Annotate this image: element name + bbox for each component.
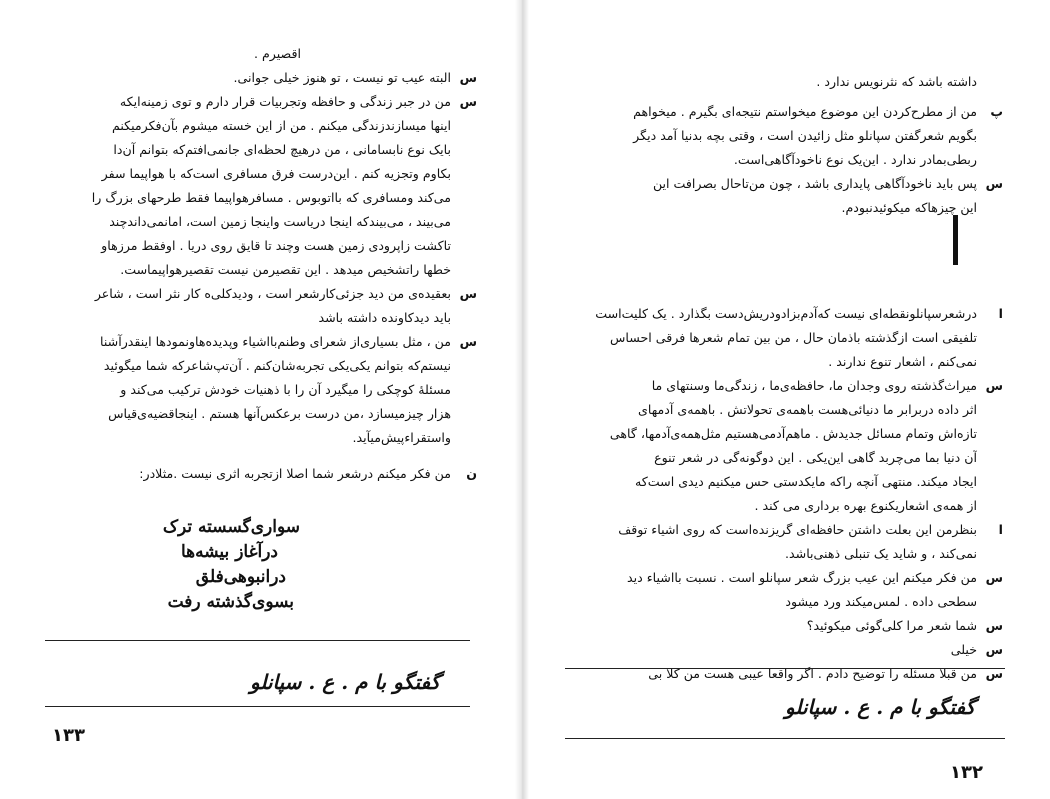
dialogue-exchange [583, 172, 1003, 220]
running-head: گفتگو با م . ع . سپانلو [250, 670, 441, 694]
right-exchanges [583, 70, 1003, 686]
speaker-mark: ا [998, 522, 1003, 537]
poem-line: درآغاز بیشه‌ها [181, 542, 278, 562]
text-line: بگویم شعرگفتن سپانلو مثل زائیدن است ، وقتی بچه بدنیا آمد دیگر [633, 128, 977, 143]
dialogue-exchange [583, 566, 1003, 614]
text-line: پس باید ناخودآگاهی پایداری باشد ، چون من‌تاحال بصرافت این [652, 176, 977, 191]
dialogue-exchange [583, 374, 1003, 518]
exchange-text [583, 566, 977, 614]
exchange-text [583, 374, 977, 518]
text-line: بایک نوع نابسامانی ، من درهیچ لحظه‌ای جانمی‌افتم‌که بتوانم آن‌دا [113, 142, 451, 157]
text-line: اینها میسازندزندگی میکنم . من از این خسته میشوم بآن‌فکرمیکنم [111, 118, 451, 133]
text-line: نمی‌کند ، و شاید یک تنبلی ذهنی‌باشد. [785, 546, 977, 561]
text-line: من ، مثل بسیاری‌از شعرای وطنم‌بااشیاء وپدیده‌هاونمودها اینقدرآشنا [100, 334, 451, 349]
dialogue-exchange [583, 614, 1003, 638]
paragraph-gap [583, 220, 1003, 302]
speaker-mark: س [459, 286, 477, 301]
right-page-body [583, 70, 1003, 686]
quoted-poem [160, 515, 300, 615]
text-line: بنظرمن این بعلت داشتن حافظه‌ای گریزنده‌است که روی اشیاء توقف [618, 522, 977, 537]
poem-line: درانبوهی‌فلق [195, 567, 286, 587]
text-line: آن دنیا بما می‌چربد گاهی این‌یکی . این دوگونه‌گی در شعر تنوع [654, 450, 977, 465]
text-line: اثر داده دربرابر ما دنیائی‌هست باهمه‌ی تحولاتش . باهمه‌ی آدمهای [638, 402, 977, 417]
paragraph-gap [72, 450, 477, 462]
dialogue-exchange [72, 66, 477, 90]
exchange-text [583, 302, 977, 374]
text-line: مسئلهٔ کوچکی را میگیرد آن را با ذهنیات خودش ترکیب می‌کند و [120, 382, 451, 397]
speaker-mark: ا [998, 306, 1003, 321]
dialogue-exchange [72, 462, 477, 486]
text-line: من در جبر زندگی و حافظه وتجربیات قرار دارم و توی زمینه‌ایکه [119, 94, 451, 109]
text-line: تاکشت زاپرودی زمین هست وچند تا قایق روی دریا . اوفقط مرزهاو [101, 238, 451, 253]
carryover-line: اقصیرم . [254, 46, 301, 61]
dialogue-exchange [583, 302, 1003, 374]
rule-top [45, 640, 470, 641]
left-exchanges [72, 66, 477, 486]
text-line: می‌کند ومسافری که بااتوبوس . مسافرهواپیما فقط طرحهای بزرگ را [91, 190, 451, 205]
text-line: این چیزهاکه میکوئیدنبودم. [841, 200, 977, 215]
speaker-mark: س [985, 378, 1003, 393]
text-line: باید دیدکاوندە داشته باشد [318, 310, 451, 325]
speaker-mark: س [459, 334, 477, 349]
text-line: واستقراء‌پیش‌میآید. [352, 430, 451, 445]
dialogue-exchange [583, 518, 1003, 566]
exchange-text [72, 462, 451, 486]
speaker-mark: س [985, 666, 1003, 681]
text-line: داشته باشد که نثرنویس ندارد . [816, 74, 977, 89]
text-line: می‌بیند ، می‌بیندکه اینجا دریاست واینجا زمین است، امانمی‌داندچند [109, 214, 451, 229]
text-line: من از مطرح‌کردن این موضوع میخواستم نتیجه‌ای بگیرم . میخواهم [633, 104, 977, 119]
exchange-text [72, 330, 451, 450]
exchange-text [583, 100, 977, 172]
dialogue-exchange [72, 330, 477, 450]
speaker-mark: س [459, 70, 477, 85]
text-line: تازه‌اش وتمام مسائل جدیدش . ماهم‌آدمی‌هستیم مثل‌همه‌ی‌آدمها، گاهی [609, 426, 977, 441]
dialogue-exchange [583, 638, 1003, 662]
left-line-top [72, 42, 477, 66]
text-line: البته عیب تو نیست ، تو هنوز خیلی جوانی. [233, 70, 451, 85]
exchange-text [583, 70, 977, 94]
text-line: من فکر میکنم این عیب بزرگ شعر سپانلو است . نسبت بااشیاء دید [626, 570, 977, 585]
dialogue-exchange [583, 70, 1003, 94]
text-line: من قبلا مسئله را توضیح دادم . اگر واقعا عیبی هست من کلا بی [648, 666, 977, 681]
text-line: بکاوم وتجزیه کنم . این‌درست فرق مسافری است‌که با هواپیما سفر [101, 166, 451, 181]
text-line: میراث‌گذشته روی وجدان ما، حافظه‌ی‌ما ، زندگی‌ما وسنتهای ما [651, 378, 977, 393]
rule-top [565, 668, 1005, 669]
speaker-mark: پ [990, 104, 1003, 119]
text-line: تلفیقی است ازگذشته باذمان حال ، من بین تمام شعرها فرقی احساس [610, 330, 977, 345]
dialogue-exchange [583, 100, 1003, 172]
dialogue-exchange [583, 662, 1003, 686]
speaker-mark: س [985, 618, 1003, 633]
text-line: نیستم‌که بتوانم یکی‌یکی تجربه‌شان‌کنم . آن‌تپ‌شاعرکه شما میگوئید [103, 358, 451, 373]
dialogue-exchange [72, 282, 477, 330]
text-line: ایجاد میکند. منتهی آنچه راکه مایکدستی حس میکنیم دیدی است‌که [635, 474, 977, 489]
speaker-mark: س [985, 642, 1003, 657]
page-number: ۱۳۲ [950, 762, 983, 783]
text-line: نمی‌کنم ، اشعار تنوع ندارند . [828, 354, 977, 369]
text-line: سطحی داده . لمس‌میکند ورد میشود [785, 594, 977, 609]
text-line: شما شعر مرا کلی‌گوئی میکوئید؟ [806, 618, 977, 633]
speaker-mark: س [459, 94, 477, 109]
exchange-text [583, 662, 977, 686]
text-line: ربطی‌بمادر ندارد . این‌یک نوع ناخودآگاهی‌است. [733, 152, 977, 167]
exchange-text [583, 518, 977, 566]
exchange-text [72, 66, 451, 90]
poem-line: بسوی‌گذشته رفت [167, 592, 294, 612]
text-line: از همه‌ی اشعاریکنوع بهره برداری می کند . [754, 498, 977, 513]
rule-bottom [45, 706, 470, 707]
section-mark [953, 215, 958, 265]
dialogue-exchange [72, 90, 477, 282]
exchange-text [583, 614, 977, 638]
text-line: من فکر میکنم درشعر شما اصلا ازتجربه اثری نیست .مثلادر: [139, 466, 451, 481]
right-page [525, 0, 1050, 799]
speaker-mark: س [985, 176, 1003, 191]
poem-line: سواری‌گسسته ترک [162, 517, 300, 537]
left-page [0, 0, 520, 799]
exchange-text [583, 638, 977, 662]
page-number: ۱۳۳ [52, 725, 85, 746]
text-line: هزار چیزمیسازد ،من درست برعکس‌آنها هستم . اینجاقضیه‌ی‌قیاس [108, 406, 451, 421]
exchange-text [72, 90, 451, 282]
text-line: خیلی [950, 642, 977, 657]
rule-bottom [565, 738, 1005, 739]
running-head: گفتگو با م . ع . سپانلو [785, 695, 976, 719]
speaker-mark: س [985, 570, 1003, 585]
left-page-body [72, 42, 477, 486]
speaker-mark: ن [466, 466, 477, 481]
text-line: بعقیده‌ی من دید جزئی‌کارشعر است ، ودیدکلی‌ه کار نثر است ، شاعر [94, 286, 451, 301]
text-line: درشعرسپانلونقطه‌ای نیست که‌آدم‌بزاد‌ودریش‌دست بگذارد . یک کلیت‌است [595, 306, 977, 321]
exchange-text [72, 282, 451, 330]
text-line: خطها راتشخیص میدهد . این تقصیرمن نیست تقصیرهواپیماست. [120, 262, 451, 277]
exchange-text [583, 172, 977, 220]
